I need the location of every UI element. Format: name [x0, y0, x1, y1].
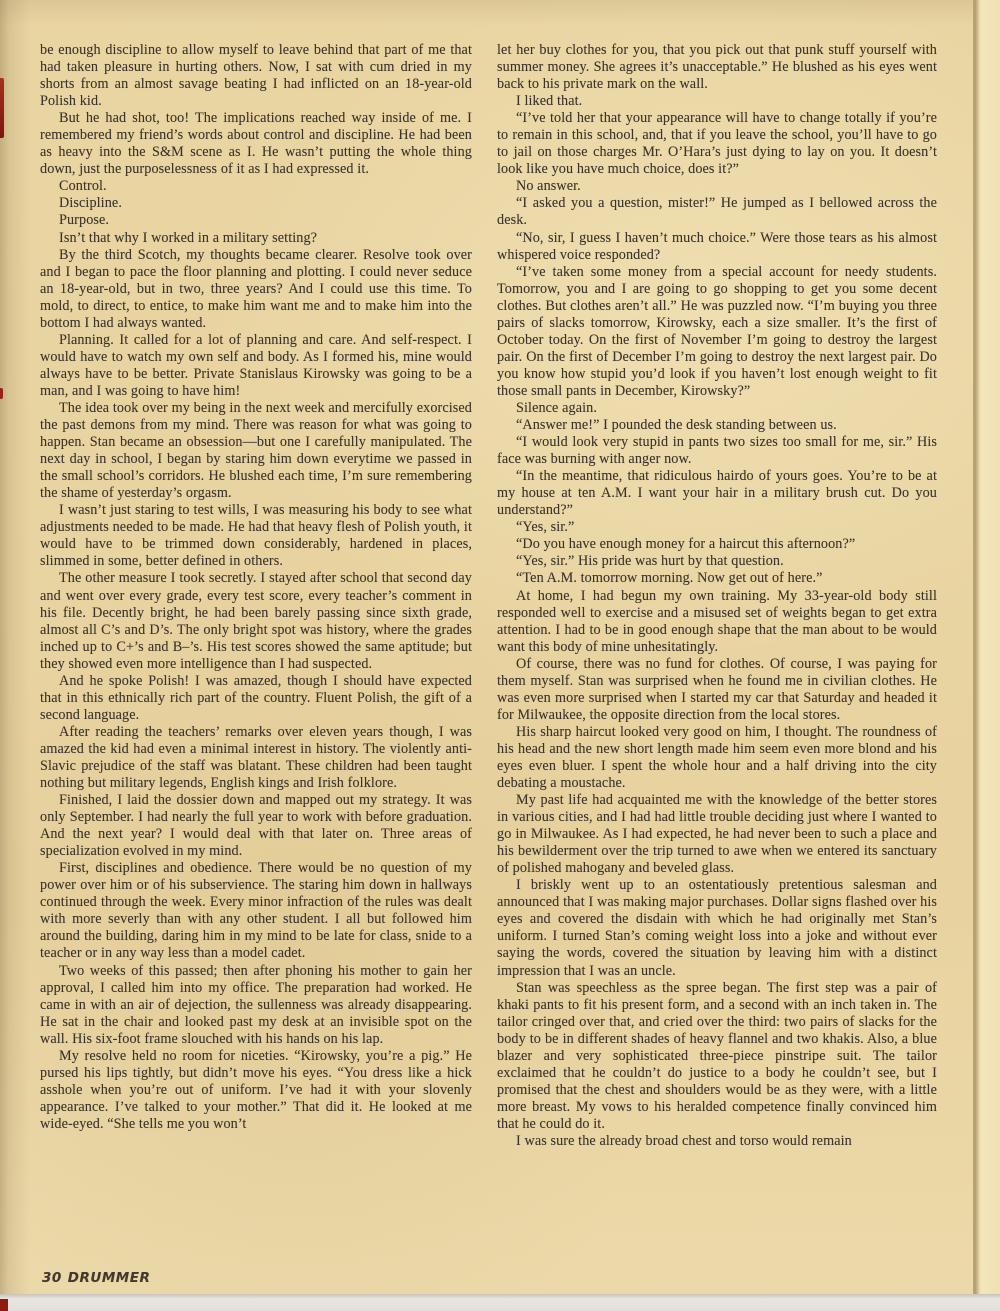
paragraph: Isn’t that why I worked in a military setting? [59, 229, 318, 246]
paragraph: My resolve held no room for niceties. “Kirowsky, you’re a pig.” He pursed his lips tightly, but didn’t move his eyes. “You dress like a hick asshole when you’re out of uniform. I’ve had it with your slovenly appearance. I’ve talked to your mother.” That did it. He looked at me wide-eyed. “She tells me you won’t [40, 1047, 472, 1132]
paragraph: By the third Scotch, my thoughts became clearer. Resolve took over and I began to pace the floor planning and plotting. I could never seduce an 18-year-old, but in two, three years? And I could use this time. To mold, to direct, to entice, to make him want me and to make him into the bottom I had always wanted. [40, 246, 472, 331]
paragraph: “Answer me!” I pounded the desk standing between us. [516, 417, 837, 434]
paragraph: Discipline. [59, 195, 122, 212]
paragraph: I wasn’t just staring to test wills, I was measuring his body to see what adjustments needed to be made. He had that heavy flesh of Polish youth, it would have to be trimmed down considerably, hardened in places, slimmed in some, better defined in others. [40, 502, 472, 570]
scanner-bed-strip [0, 1294, 1000, 1311]
paragraph: Planning. It called for a lot of planning and care. And self-respect. I would have to watch my own self and body. As I formed his, mine would always have to be better. Private Stanislaus Kirowsky was going to be a man, and I was going to have him! [40, 331, 472, 399]
paragraph: Finished, I laid the dossier down and mapped out my strategy. It was only September. I had nearly the full year to work with before graduation. And the next year? I would deal with that later on. Three areas of specialization evolved in my mind. [40, 792, 472, 860]
paragraph: “I would look very stupid in pants two sizes too small for me, sir.” His face was burning with anger now. [497, 434, 937, 468]
page-footer [42, 1270, 150, 1286]
paragraph: And he spoke Polish! I was amazed, though I should have expected that in this ethnically rich part of the country. Fluent Polish, the gift of a second language. [40, 672, 472, 723]
paragraph: His sharp haircut looked very good on him, I thought. The roundness of his head and the new short length made him seem even more blond and his eyes even bluer. I spent the whole hour and a half driving into the city debating a moustache. [497, 723, 937, 792]
red-ink-mark [0, 1299, 8, 1311]
paragraph: “Yes, sir.” His pride was hurt by that question. [516, 553, 784, 570]
paragraph: “I’ve told her that your appearance will have to change totally if you’re to remain in this school, and, that if you leave the school, you’ll have to go to jail on those charges Mr. O’Hara’s just dying to lay on you. It doesn’t look like you have much choice, does it?” [497, 110, 937, 178]
paragraph: “Do you have enough money for a haircut this afternoon?” [516, 536, 856, 553]
paragraph: No answer. [516, 178, 581, 195]
paragraph: “I asked you a question, mister!” He jumped as I bellowed across the desk. [497, 195, 937, 229]
paragraph: Two weeks of this passed; then after phoning his mother to gain her approval, I called him into my office. The preparation had worked. He came in with an air of dejection, the sullenness was already disappearing. He sat in the chair and looked past my desk at an invisible spot on the wall. His six-foot frame slouched with his hands on his lap. [40, 962, 472, 1047]
paragraph: At home, I had begun my own training. My 33-year-old body still responded well to exercise and a misused set of weights began to get extra attention. I had to be in good enough shape that the man about to be would want this body of mine unhesitatingly. [497, 587, 937, 655]
paragraph: “Ten A.M. tomorrow morning. Now get out of here.” [516, 570, 823, 587]
paragraph: Control. [59, 178, 107, 195]
red-ink-mark [0, 78, 4, 138]
magazine-title: DRUMMER [67, 1270, 151, 1286]
paragraph: be enough discipline to allow myself to leave behind that part of me that had taken pleasure in hurting others. Now, I sat with cum dried in my shorts from an almost savage beating I had inflicted on an 18-year-old Polish kid. [40, 42, 472, 110]
paragraph: But he had shot, too! The implications reached way inside of me. I remembered my friend’s words about control and discipline. He had been as heavy into the S&M scene as I. He wasn’t putting the whole thing down, just the purposelessness of it as I had expressed it. [40, 110, 472, 178]
paragraph: “Yes, sir.” [516, 519, 575, 536]
text-column-right [497, 42, 937, 1150]
paragraph: “No, sir, I guess I haven’t much choice.” Were those tears as his almost whispered voice responded? [497, 229, 937, 263]
red-ink-mark [0, 388, 3, 399]
paragraph: I was sure the already broad chest and torso would remain [516, 1133, 852, 1149]
page-curl-edge [973, 0, 1000, 1294]
paragraph: First, disciplines and obedience. There would be no question of my power over him or of his subservience. The staring him down in hallways continued through the week. Every minor infraction of the rules was dealt with more severly than with any other student. I all but followed him around the building, daring him in my mind to be late for class, snide to a teacher or in any way less than a model cadet. [40, 860, 472, 962]
paragraph: My past life had acquainted me with the knowledge of the better stores in various cities, and I had had little trouble deciding just where I wanted to go in Milwaukee. As I had expected, he had never been to such a place and his bewilderment over the trip turned to awe when we entered its sanctuary of polished mahogany and beveled glass. [497, 792, 937, 877]
paragraph: After reading the teachers’ remarks over eleven years though, I was amazed the kid had even a minimal interest in history. The violently anti-Slavic prejudice of the staff was blatant. These children had been taught nothing but military legends, English kings and Irish folklore. [40, 723, 472, 792]
paragraph: Purpose. [59, 212, 110, 229]
paragraph: let her buy clothes for you, that you pick out that punk stuff yourself with summer money. She agrees it’s unacceptable.” He blushed as his eyes went back to his private mark on the wall. [497, 42, 937, 93]
paragraph: “In the meantime, that ridiculous hairdo of yours goes. You’re to be at my house at ten A.M. I want your hair in a military brush cut. Do you understand?” [497, 468, 937, 519]
paragraph: Of course, there was no fund for clothes. Of course, I was paying for them myself. Stan was surprised when he found me in civilian clothes. He was even more surprised when I started my car that Saturday and headed it for Milwaukee, the opposite direction from the local stores. [497, 655, 937, 723]
paragraph: Silence again. [516, 399, 597, 416]
paragraph: “I’ve taken some money from a special account for needy students. Tomorrow, you and I are going to go shopping to get you some decent clothes. But clothes aren’t all.” He was puzzled now. “I’m buying you three pairs of slacks tomorrow, Kirowsky, each a size smaller. It’s the first of October today. On the first of November I’m going to destroy the largest pair. On the first of December I’m going to destroy the next largest pair. Do you know how stupid you’d look if you haven’t lost enough weight to fit those small pants in December, Kirowsky?” [497, 263, 937, 399]
paragraph: Stan was speechless as the spree began. The first step was a pair of khaki pants to fit his present form, and a second with an inch taken in. The tailor cringed over that, and cried over the third: two pairs of slacks for the body to be in different shades of heavy flannel and two khakis. Also, a blue blazer and very sophisticated three-piece pinstripe suit. The tailor exclaimed that he couldn’t do justice to a body he couldn’t see, but I promised that the chest and shoulders would be as they were, with a little more breast. My vows to his heralded competence finally convinced him that he could do it. [497, 979, 937, 1132]
paragraph: The other measure I took secretly. I stayed after school that second day and went over every grade, every test score, every teacher’s comment in his file. Decently bright, he had been barely passing since sixth grade, almost all C’s and D’s. The only bright spot was history, where the grades inched up to C+’s and B–’s. His test scores showed the same aptitude; but they showed even more intelligence than I had suspected. [40, 570, 472, 672]
paragraph: The idea took over my being in the next week and mercifully exorcised the past demons from my mind. There was reason for what was going to happen. Stan became an obsession—but one I carefully manipulated. The next day in school, I began by staring him down everytime we passed in the small school’s corridors. He blushed each time, I’m sure remembering the shame of yesterday’s orgasm. [40, 399, 472, 502]
paragraph: I briskly went up to an ostentatiously pretentious salesman and announced that I was making major purchases. Dollar signs flashed over his eyes and covered the disdain with which he had originally met Stan’s uniform. I turned Stan’s coming weight loss into a joke and without ever saying the words, covered the situation by leaving him with a distinct impression that I was an uncle. [497, 877, 937, 979]
page-number: 30 [42, 1270, 62, 1286]
paragraph: I liked that. [516, 93, 583, 110]
text-column-left [40, 42, 472, 1133]
